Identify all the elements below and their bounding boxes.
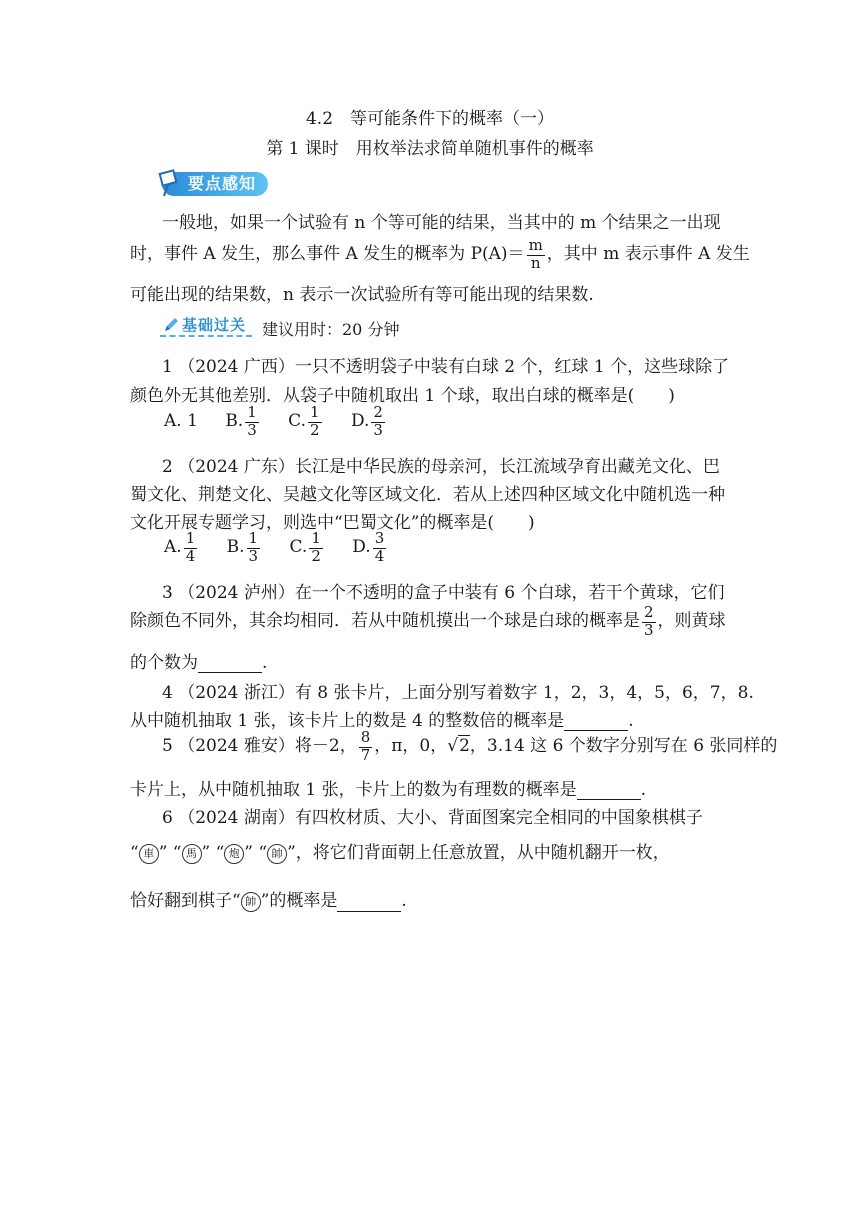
q2-line-2: 蜀文化、荆楚文化、吴越文化等区域文化．若从上述四种区域文化中随机选一种 bbox=[130, 485, 725, 505]
fraction-denominator: 2 bbox=[309, 421, 320, 439]
option-fraction bbox=[184, 531, 198, 564]
option-label: A. 1 bbox=[164, 411, 198, 431]
q2-option-b bbox=[227, 531, 262, 564]
probability-fraction bbox=[527, 238, 545, 271]
q2-option-a bbox=[164, 531, 199, 564]
q6-line-2-end: ，将它们背面朝上任意放置，从中随机翻开一枚， bbox=[295, 843, 670, 863]
q6-line-3-end: . bbox=[401, 891, 407, 911]
answer-blank[interactable] bbox=[564, 713, 628, 731]
key-points-line-1: 一般地，如果一个试验有 n 个等可能的结果，当其中的 m 个结果之一出现 bbox=[162, 213, 721, 233]
fraction-denominator: 7 bbox=[360, 746, 371, 764]
pushpin-icon bbox=[158, 168, 184, 198]
fraction-numerator: 3 bbox=[374, 529, 385, 547]
q4-line-2-text: 从中随机抽取 1 张，该卡片上的数是 4 的整数倍的概率是 bbox=[130, 711, 565, 731]
q2-option-d bbox=[352, 531, 388, 564]
q3-line-2a: 除颜色不同外，其余均相同．若从中随机摸出一个球是白球的概率是 bbox=[130, 611, 640, 631]
q1-option-d bbox=[351, 405, 387, 438]
fraction-denominator: 4 bbox=[374, 547, 385, 565]
key-points-line-2 bbox=[130, 238, 750, 271]
fraction-numerator: 2 bbox=[373, 403, 383, 421]
q6-line-3b: ”的概率是 bbox=[260, 891, 338, 911]
q5-line-2 bbox=[130, 775, 646, 800]
option-fraction bbox=[308, 405, 322, 438]
q4-line-1: 4 （2024 浙江）有 8 张卡片，上面分别写着数字 1，2，3，4，5，6，7，8. bbox=[162, 683, 754, 703]
q1-option-c bbox=[288, 405, 323, 438]
fraction-denominator: 3 bbox=[247, 421, 257, 439]
fraction-denominator: 3 bbox=[644, 621, 654, 639]
sqrt-symbol: √ bbox=[447, 736, 459, 756]
q1-line-1: 1 （2024 广西）一只不透明袋子中装有白球 2 个，红球 1 个，这些球除了 bbox=[162, 357, 730, 377]
fraction-denominator: 4 bbox=[185, 547, 196, 565]
q6-line-1: 6 （2024 湖南）有四枚材质、大小、背面图案完全相同的中国象棋棋子 bbox=[162, 808, 703, 828]
q4-line-2-end: . bbox=[628, 711, 634, 731]
q3-line-3 bbox=[130, 648, 267, 673]
fraction-denominator: n bbox=[527, 255, 545, 271]
fraction-numerator: m bbox=[528, 236, 543, 254]
q5-line-2-text: 卡片上，从中随机抽取 1 张，卡片上的数为有理数的概率是 bbox=[130, 780, 577, 800]
q3-line-2b: ，则黄球 bbox=[657, 611, 726, 631]
chess-piece-icon: 馬 bbox=[182, 844, 202, 864]
key-points-label: 要点感知 bbox=[188, 174, 257, 193]
q3-fraction bbox=[642, 605, 656, 638]
fraction-numerator: 2 bbox=[644, 603, 654, 621]
fraction-numerator: 1 bbox=[185, 529, 196, 547]
sqrt-value: 2 bbox=[459, 736, 470, 756]
fraction-denominator: 3 bbox=[248, 547, 259, 565]
option-label: B. bbox=[226, 537, 245, 557]
key-points-line-2b: ，其中 m 表示事件 A 发生 bbox=[546, 244, 750, 264]
option-label: D. bbox=[352, 537, 371, 557]
answer-blank[interactable] bbox=[198, 655, 262, 673]
q4-line-2 bbox=[130, 706, 634, 731]
q2-line-3: 文化开展专题学习，则选中“巴蜀文化”的概率是( ) bbox=[130, 513, 535, 533]
fraction-denominator: 2 bbox=[311, 547, 321, 565]
q5-line-1c: ，3.14 这 6 个数字分别写在 6 张同样的 bbox=[469, 736, 778, 756]
fraction-numerator: 1 bbox=[247, 403, 257, 421]
option-fraction bbox=[247, 531, 261, 564]
q6-line-2: “ 車 ” “ 馬 ” “ 炮 ” “ 帥 ”，将它们背面朝上任意放置，从中随机翻开一枚， bbox=[130, 843, 670, 863]
fraction-numerator: 8 bbox=[360, 728, 371, 746]
option-fraction bbox=[373, 531, 387, 564]
option-fraction bbox=[245, 405, 259, 438]
suggested-time: 建议用时：20 分钟 bbox=[262, 320, 400, 339]
key-points-line-3: 可能出现的结果数，n 表示一次试验所有等可能出现的结果数. bbox=[130, 285, 594, 305]
option-label: C. bbox=[289, 537, 308, 557]
q6-line-3 bbox=[130, 886, 407, 912]
q3-line-3-text: 的个数为 bbox=[130, 653, 198, 673]
q2-line-1: 2 （2024 广东）长江是中华民族的母亲河，长江流域孕育出藏羌文化、巴 bbox=[162, 457, 720, 477]
lesson-title: 第 1 课时 用枚举法求简单随机事件的概率 bbox=[266, 139, 594, 159]
option-label: D. bbox=[350, 411, 370, 431]
q5-fraction bbox=[359, 730, 373, 763]
option-label: B. bbox=[225, 411, 244, 431]
chess-piece-icon: 車 bbox=[139, 844, 159, 864]
q5-line-1b: ，π，0， bbox=[374, 736, 448, 756]
q2-options bbox=[164, 531, 410, 564]
q1-option-a bbox=[164, 411, 198, 431]
basic-badge bbox=[160, 315, 252, 337]
q6-line-3a: 恰好翻到棋子“ bbox=[130, 891, 241, 911]
key-points-badge bbox=[162, 172, 268, 196]
chess-piece-icon: 帥 bbox=[267, 844, 287, 864]
q3-line-3-end: . bbox=[262, 653, 268, 673]
option-fraction bbox=[309, 531, 323, 564]
pencil-icon bbox=[162, 316, 180, 334]
q2-option-c bbox=[290, 531, 325, 564]
option-label: C. bbox=[288, 411, 306, 431]
q5-line-1a: 5 （2024 雅安）将－2， bbox=[162, 736, 357, 756]
q1-line-2: 颜色外无其他差别．从袋子中随机取出 1 个球，取出白球的概率是( ) bbox=[130, 386, 675, 406]
q1-options bbox=[164, 405, 409, 438]
answer-blank[interactable] bbox=[577, 782, 641, 800]
fraction-numerator: 1 bbox=[311, 529, 321, 547]
option-fraction bbox=[371, 405, 385, 438]
q1-option-b bbox=[225, 405, 260, 438]
fraction-denominator: 3 bbox=[373, 421, 383, 439]
answer-blank[interactable] bbox=[337, 894, 401, 912]
fraction-numerator: 1 bbox=[248, 529, 259, 547]
q5-line-1 bbox=[162, 730, 777, 763]
chess-piece-icon: 炮 bbox=[224, 844, 244, 864]
option-label: A. bbox=[164, 537, 182, 557]
q5-line-2-end: . bbox=[640, 780, 647, 800]
fraction-numerator: 1 bbox=[309, 403, 320, 421]
key-points-line-2a: 时，事件 A 发生，那么事件 A 发生的概率为 P(A)＝ bbox=[130, 244, 525, 264]
basic-label: 基础过关 bbox=[182, 316, 247, 334]
chess-piece-icon: 帥 bbox=[241, 892, 261, 912]
q3-line-1: 3 （2024 泸州）在一个不透明的盒子中装有 6 个白球，若干个黄球，它们 bbox=[162, 583, 725, 603]
section-title: 4.2 等可能条件下的概率（一） bbox=[305, 109, 555, 129]
q3-line-2 bbox=[130, 605, 726, 638]
